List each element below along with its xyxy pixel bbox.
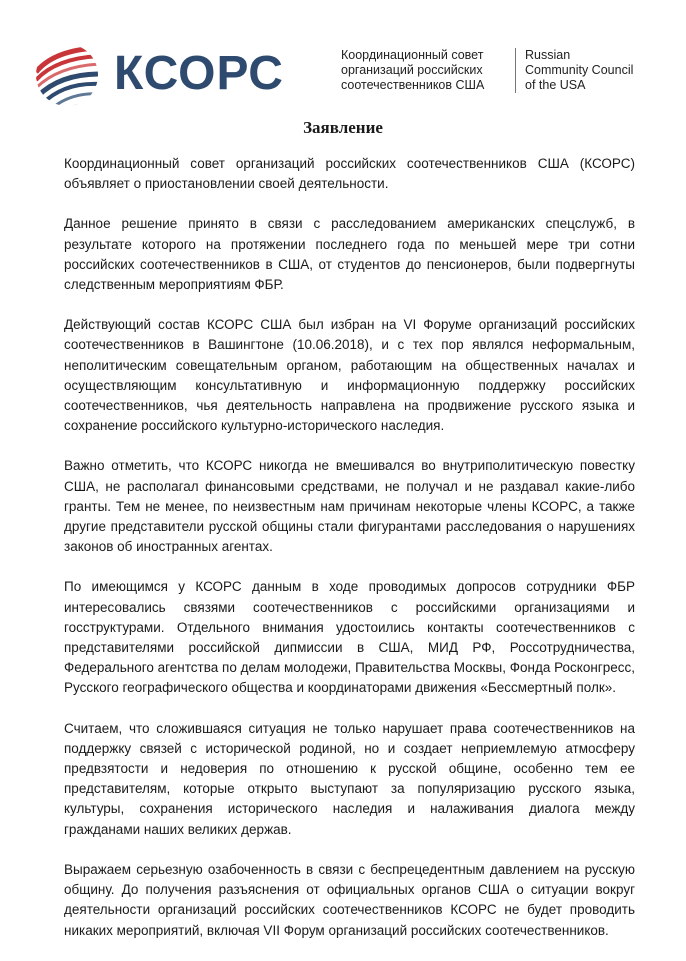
paragraph: Данное решение принято в связи с расследованием американских спецслужб, в результате которого на протяжении последнего года по меньшей мере три сотни российских соотечественников в США, от студентов до пенсионеров, были подвергнуты следственным мероприятиям ФБР. [64, 216, 635, 293]
document-body [64, 154, 635, 961]
org-name-english: Russian Community Council of the USA [525, 48, 634, 92]
paragraph: По имеющимся у КСОРС данным в ходе проводимых допросов сотрудники ФБР интересовались связями соотечественников с российскими организациями и госструктурами. Отдельного внимания удостоились контакты соотечественников с представителями российской дипмиссии в США, МИД РФ, Россотрудничества, Федерального агентства по делам молодежи, Правительства Москвы, Фонда Росконгресс, Русского географического общества и координаторами движения «Бессмертный полк». [64, 579, 635, 696]
org-name-russian: Координационный совет организаций российских соотечественников США [341, 48, 485, 92]
ksors-emblem-icon [34, 42, 100, 108]
paragraph: Действующий состав КСОРС США был избран на VI Форуме организаций российских соотечественников в Вашингтоне (10.06.2018), и с тех пор являлся неформальным, неполитическим совещательным органом, работающим на общественных началах и осуществляющим консультативную и информационную поддержку российских соотечественников, чья деятельность направлена на продвижение русского языка и сохранение российского культурно-исторического наследия. [64, 317, 635, 434]
logo-wordmark: КСОРС [114, 47, 284, 100]
paragraph: Выражаем серьезную озабоченность в связи с беспрецедентным давлением на русскую общину. До получения разъяснения от официальных органов США о ситуации вокруг деятельности организаций российских соотечественников КСОРС не будет проводить никаких мероприятий, включая VII Форум организаций российских соотечественников. [64, 861, 635, 938]
document-title: Заявление [303, 118, 383, 137]
letterhead [34, 40, 654, 106]
header-divider [515, 48, 516, 93]
paragraph: Считаем, что сложившаяся ситуация не только нарушает права соотечественников на поддержку связей с исторической родиной, но и создает неприемлемую атмосферу предвзятости и недоверия по отношению к русской общине, особенно тем ее представителям, которые открыто выступают за популяризацию русского языка, культуры, сохранения исторического наследия и налаживания диалога между гражданами наших великих держав. [64, 720, 635, 837]
paragraph: Важно отметить, что КСОРС никогда не вмешивался во внутриполитическую повестку США, не располагал финансовыми средствами, не получал и не раздавал какие-либо гранты. Тем не менее, по неизвестным нам причинам некоторые члены КСОРС, а также другие представители русской общины стали фигурантами расследования о нарушениях законов об иностранных агентах. [64, 458, 635, 555]
paragraph: Координационный совет организаций российских соотечественников США (КСОРС) объявляет о приостановлении своей деятельности. [64, 156, 635, 192]
